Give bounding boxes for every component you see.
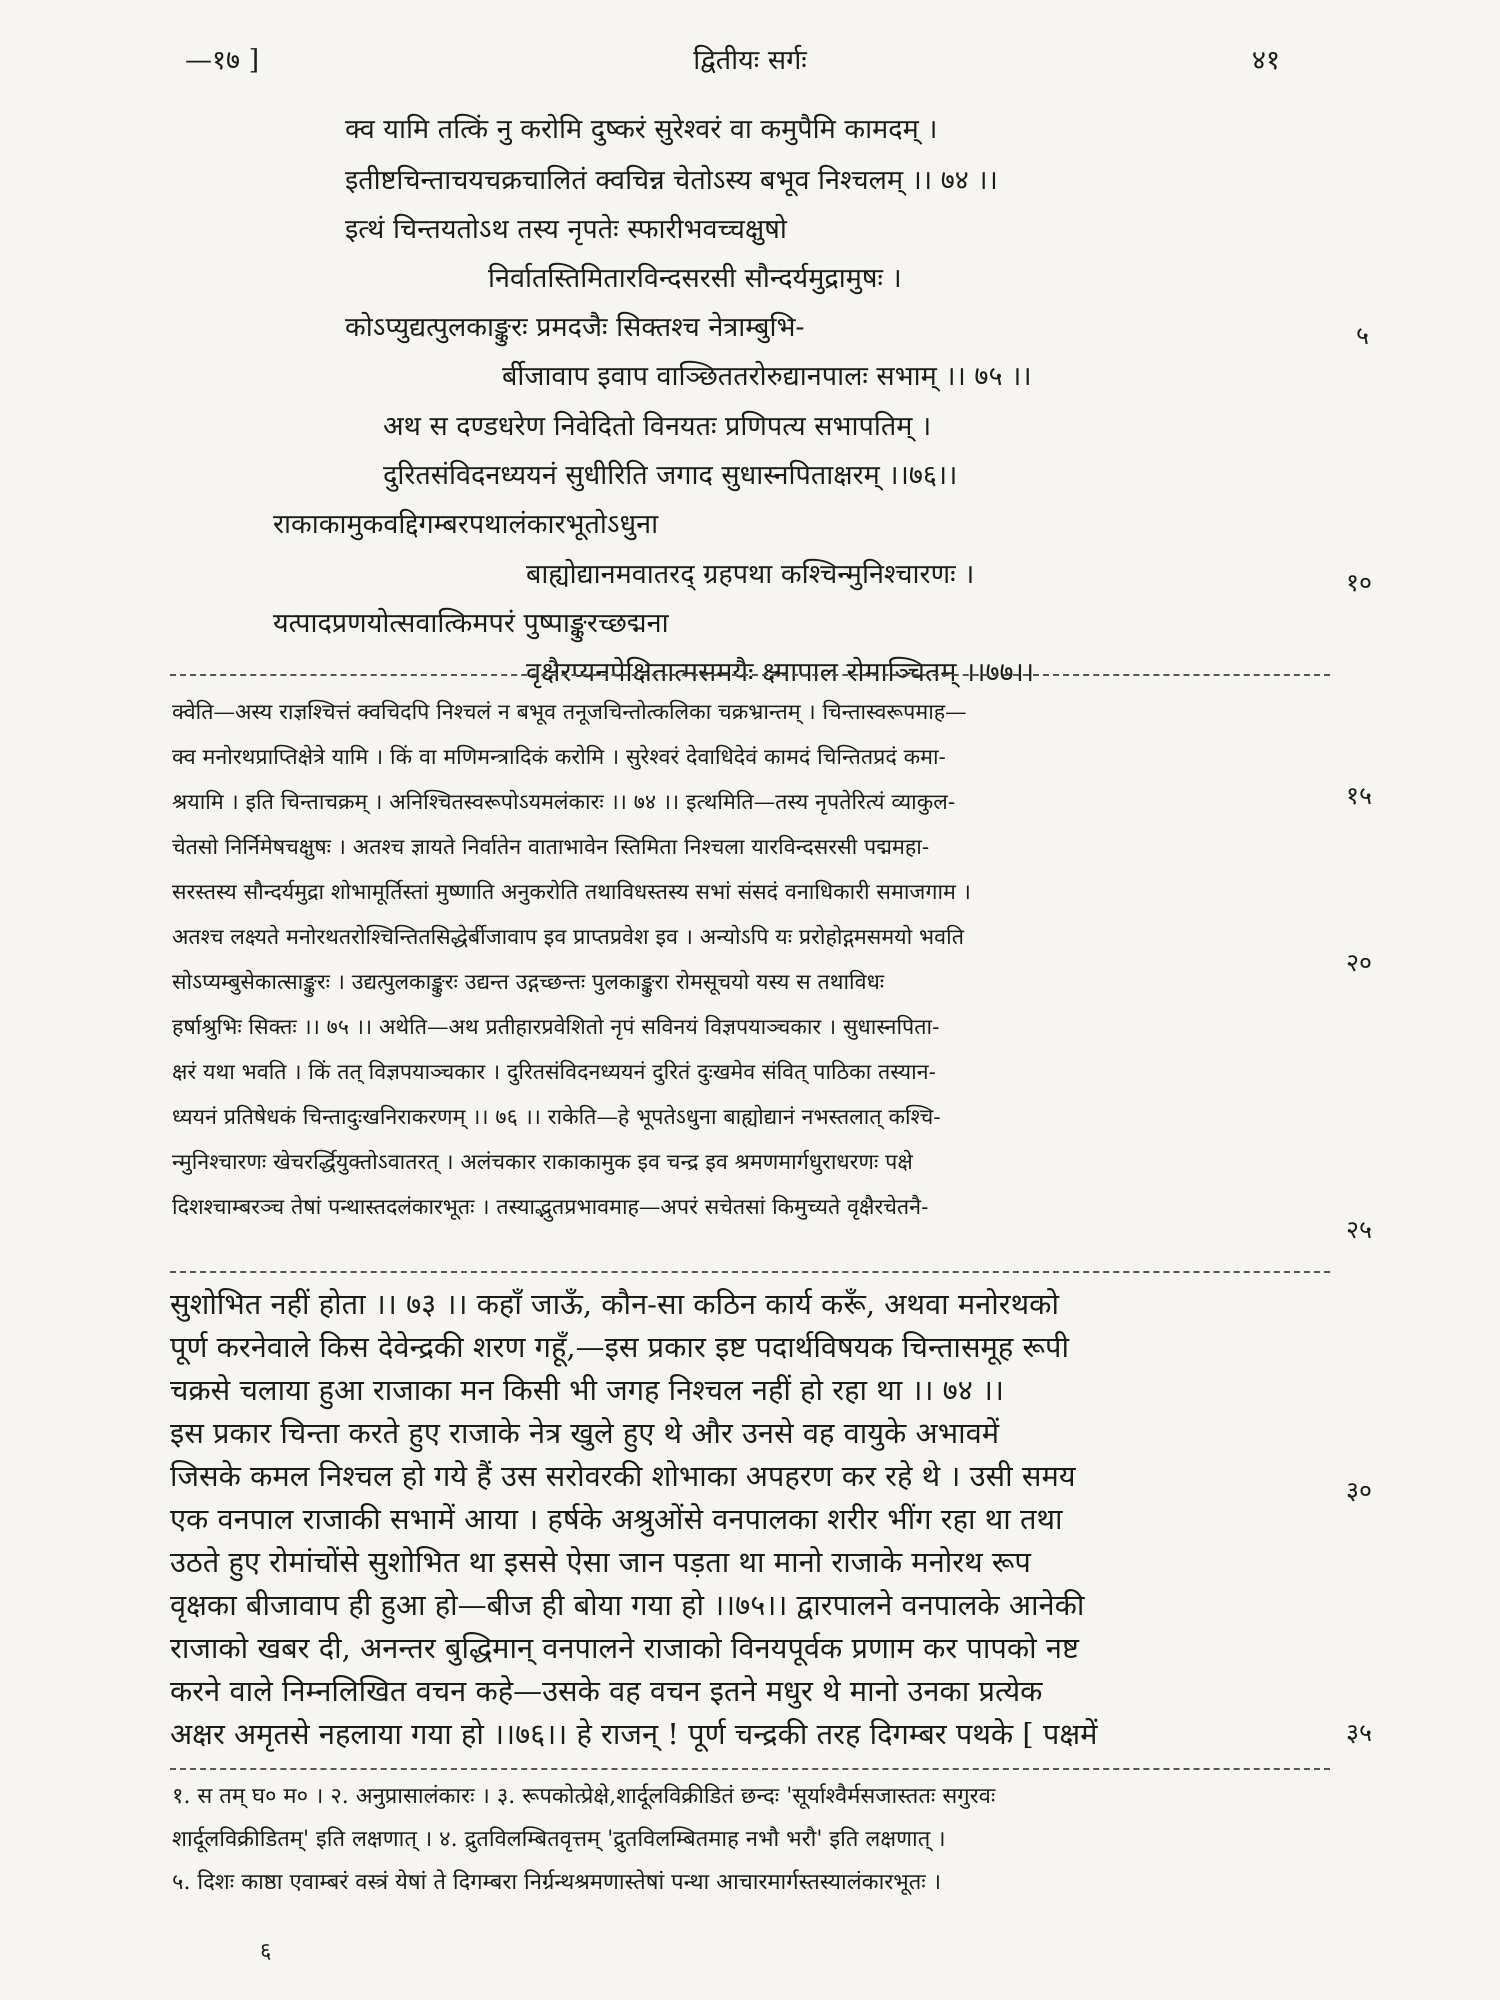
line-number: १० — [1346, 568, 1373, 597]
commentary-line: सरस्तस्य सौन्दर्यमुद्रा शोभामूर्तिस्तां मुष्णाति अनुकरोति तथाविधस्तस्य सभां संसदं वनाधिकारी समाजगाम । — [172, 880, 971, 905]
verse-line: यत्पादप्रणयोत्सवात्किमपरं पुष्पाङ्कुरच्छद्मना — [273, 608, 669, 639]
footnote-line: शार्दूलविक्रीडितम्' इति लक्षणात् । ४. द्रुतविलम्बितवृत्तम् 'द्रुतविलम्बितमाह नभौ भरौ' इति लक्षणात् । — [172, 1827, 946, 1852]
line-number: ३५ — [1346, 1718, 1373, 1747]
commentary-line: ध्ययनं प्रतिषेधकं चिन्तादुःखनिराकरणम् ।। ७६ ।। राकेति—हे भूपतेऽधुना बाह्योद्यानं नभस्तलात् कश्चि- — [172, 1105, 941, 1130]
printer-signature: ६ — [260, 1939, 272, 1964]
verse-line: र्बीजावाप इवाप वाञ्छिततरोरुद्यानपालः सभाम् ।। ७५ ।। — [502, 361, 1032, 392]
commentary-line: न्मुनिश्चारणः खेचरर्द्धियुक्तोऽवातरत् । अलंचकार राकाकामुक इव चन्द्र इव श्रमणमार्गधुराधरणः पक्षे — [172, 1150, 913, 1175]
footnote-line: ५. दिशः काष्ठा एवाम्बरं वस्त्रं येषां ते दिगम्बरा निर्ग्रन्थश्रमणास्तेषां पन्था आचारमार्गस्तस्यालंकारभूतः । — [172, 1870, 942, 1895]
header-title: द्वितीयः सर्गः — [693, 45, 807, 76]
commentary-line: हर्षाश्रुभिः सिक्तः ।। ७५ ।। अथेति—अथ प्रतीहारप्रवेशितो नृपं सविनयं विज्ञपयाञ्चकार । सुधास्नपिता- — [172, 1015, 940, 1040]
commentary-line: क्षरं यथा भवति । किं तत् विज्ञपयाञ्चकार । दुरितसंविदनध्ययनं दुरितं दुःखमेव संवित् पाठिका तस्यान- — [172, 1060, 936, 1085]
translation-line: जिसके कमल निश्चल हो गये हैं उस सरोवरकी शोभाका अपहरण कर रहे थे । उसी समय — [170, 1459, 1076, 1493]
section-divider — [170, 674, 1330, 676]
translation-line: सुशोभित नहीं होता ।। ७३ ।। कहाँ जाऊँ, कौन-सा कठिन कार्य करूँ, अथवा मनोरथको — [170, 1287, 1059, 1321]
verse-line: बाह्योद्यानमवातरद् ग्रहपथा कश्चिन्मुनिश्चारणः । — [526, 559, 975, 590]
verse-line: इत्थं चिन्तयतोऽथ तस्य नृपतेः स्फारीभवच्चक्षुषो — [345, 214, 787, 245]
header-chapter-ref: —१७ ] — [185, 45, 260, 76]
page-number: ४१ — [1251, 45, 1280, 76]
line-number: २० — [1346, 948, 1373, 977]
translation-line: अक्षर अमृतसे नहलाया गया हो ।।७६।। हे राजन् ! पूर्ण चन्द्रकी तरह दिगम्बर पथके [ पक्षमें — [170, 1717, 1098, 1751]
commentary-line: दिशश्चाम्बरञ्च तेषां पन्थास्तदलंकारभूतः । तस्याद्भुतप्रभावमाह—अपरं सचेतसां किमुच्यते वृक्षैरचेतनै- — [172, 1195, 929, 1220]
commentary-line: सोऽप्यम्बुसेकात्साङ्कुरः । उद्यत्पुलकाङ्कुरः उद्यन्त उद्गच्छन्तः पुलकाङ्कुरा रोमसूचयो यस्य स तथाविधः — [172, 970, 885, 995]
verse-line: इतीष्टचिन्ताचयचक्रचालितं क्वचिन्न चेतोऽस्य बभूव निश्चलम् ।। ७४ ।। — [345, 165, 998, 196]
translation-line: उठते हुए रोमांचोंसे सुशोभित था इससे ऐसा जान पड़ता था मानो राजाके मनोरथ रूप — [170, 1545, 1031, 1579]
translation-line: करने वाले निम्नलिखित वचन कहे—उसके वह वचन इतने मधुर थे मानो उनका प्रत्येक — [170, 1674, 1043, 1708]
translation-line: राजाको खबर दी, अनन्तर बुद्धिमान् वनपालने राजाको विनयपूर्वक प्रणाम कर पापको नष्ट — [170, 1631, 1079, 1665]
verse-line: निर्वातस्तिमितारविन्दसरसी सौन्दर्यमुद्रामुषः । — [488, 263, 902, 294]
line-number: ५ — [1356, 321, 1370, 350]
footnote-divider — [170, 1768, 1330, 1770]
verse-line: राकाकामुकवद्दिगम्बरपथालंकारभूतोऽधुना — [273, 509, 659, 540]
commentary-line: श्रयामि । इति चिन्ताचक्रम् । अनिश्चितस्वरूपोऽयमलंकारः ।। ७४ ।। इत्थमिति—तस्य नृपतेरित्यं व्याकुल- — [172, 790, 956, 815]
line-number: १५ — [1346, 781, 1373, 810]
commentary-line: क्वेति—अस्य राज्ञश्चित्तं क्वचिदपि निश्चलं न बभूव तनूजचिन्तोत्कलिका चक्रभ्रान्तम् । चिन्तास्वरूपमाह— — [172, 700, 967, 725]
section-divider — [170, 1271, 1330, 1273]
verse-line: वृक्षैरप्यनपेक्षितात्मसमयैः क्ष्मापाल रोमाञ्चितम् ।।७७।। — [526, 657, 1035, 688]
line-number: २५ — [1346, 1215, 1373, 1244]
translation-line: इस प्रकार चिन्ता करते हुए राजाके नेत्र खुले हुए थे और उनसे वह वायुके अभावमें — [170, 1416, 1000, 1450]
line-number: ३० — [1346, 1476, 1373, 1505]
translation-line: वृक्षका बीजावाप ही हुआ हो—बीज ही बोया गया हो ।।७५।। द्वारपालने वनपालके आनेकी — [170, 1588, 1085, 1622]
commentary-line: अतश्च लक्ष्यते मनोरथतरोश्चिन्तितसिद्धेर्बीजावाप इव प्राप्तप्रवेश इव । अन्योऽपि यः प्ररोहोद्गमसमयो भवति — [172, 925, 964, 950]
footnote-line: १. स तम् घ० म० । २. अनुप्रासालंकारः । ३. रूपकोत्प्रेक्षे,शार्दूलविक्रीडितं छन्दः 'सूर्याश्वैर्मसजास्ततः सगुरवः — [172, 1784, 996, 1809]
verse-line: अथ स दण्डधरेण निवेदितो विनयतः प्रणिपत्य सभापतिम् । — [383, 411, 932, 442]
translation-line: चक्रसे चलाया हुआ राजाका मन किसी भी जगह निश्चल नहीं हो रहा था ।। ७४ ।। — [170, 1373, 1005, 1407]
translation-line: एक वनपाल राजाकी सभामें आया । हर्षके अश्रुओंसे वनपालका शरीर भींग रहा था तथा — [170, 1502, 1063, 1536]
commentary-line: चेतसो निर्निमेषचक्षुषः । अतश्च ज्ञायते निर्वातेन वाताभावेन स्तिमिता निश्चला यारविन्दसरसी पद्ममहा- — [172, 835, 930, 860]
verse-line: क्व यामि तत्किं नु करोमि दुष्करं सुरेश्वरं वा कमुपैमि कामदम् । — [345, 114, 938, 145]
commentary-line: क्व मनोरथप्राप्तिक्षेत्रे यामि । किं वा मणिमन्त्रादिकं करोमि । सुरेश्वरं देवाधिदेवं कामदं चिन्तितप्रदं कमा- — [172, 745, 946, 770]
verse-line: कोऽप्युद्यत्पुलकाङ्कुरः प्रमदजैः सिक्तश्च नेत्राम्बुभि- — [345, 312, 805, 343]
verse-line: दुरितसंविदनध्ययनं सुधीरिति जगाद सुधास्नपिताक्षरम् ।।७६।। — [383, 460, 958, 491]
translation-line: पूर्ण करनेवाले किस देवेन्द्रकी शरण गहूँ,—इस प्रकार इष्ट पदार्थविषयक चिन्तासमूह रूपी — [170, 1330, 1070, 1364]
